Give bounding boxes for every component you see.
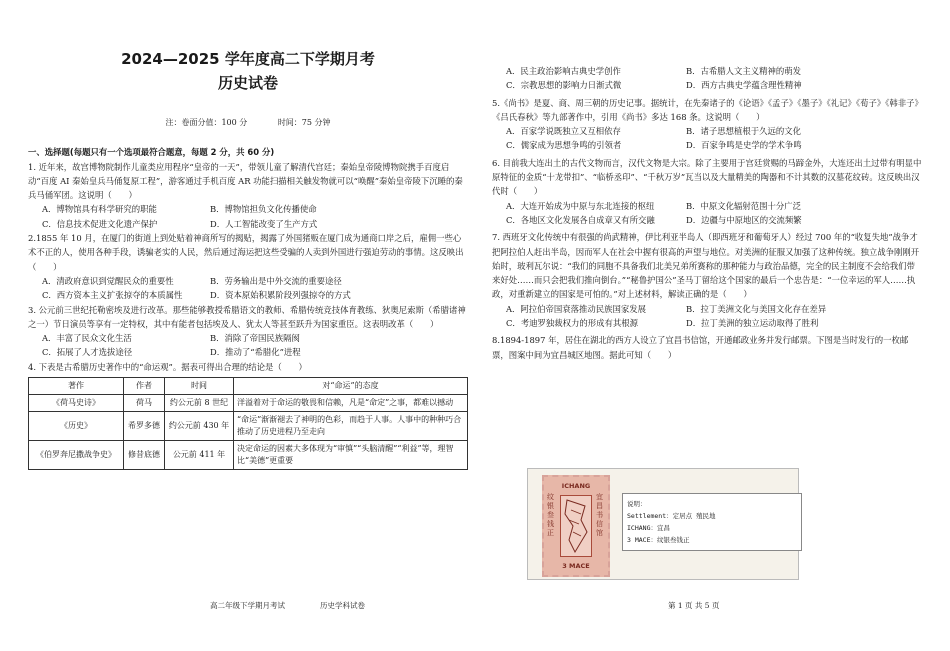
table-cell: 修昔底德 [124, 441, 165, 470]
q3-option-c[interactable]: C．拓展了人才选拔途径 [42, 347, 133, 358]
table-cell: 《伯罗奔尼撒战争史》 [29, 441, 124, 470]
q6-stem: 6. 目前我大连出土的古代文物而言，汉代文物是大宗。除了主要用于宫廷赏赐的马蹄金外，大连还出土过带有明显中原特征的金质“十龙带扣”、“临桥丞印”、“千秋万岁”瓦当以及大量精美的陶器和不计其数的汉墓花纹砖。这反映出汉代时（ ） [492, 157, 922, 197]
q4-table [28, 377, 468, 470]
legend-line-3: 3 MACE：纹银叁钱正 [627, 536, 690, 544]
exam-notes [28, 116, 468, 130]
legend-title: 说明： [627, 500, 647, 508]
question-6 [492, 156, 922, 227]
q3-option-b[interactable]: B．消除了帝国民族隔阂 [210, 333, 300, 344]
q6-options [492, 199, 922, 228]
exam-subtitle: 历史试卷 [217, 74, 278, 92]
table-row [29, 412, 468, 441]
table-cell: 希罗多德 [124, 412, 165, 441]
q1-option-b[interactable]: B．博物馆担负文化传播使命 [210, 204, 317, 215]
q7-option-d[interactable]: D．拉丁美洲的独立运动取得了胜利 [686, 318, 819, 329]
q5-option-b[interactable]: B．诸子思想植根于久远的文化 [686, 126, 802, 137]
q2-option-d[interactable]: D．资本原始积累阶段列强掠夺的方式 [210, 290, 351, 301]
q4-stem: 4. 下表是古希腊历史著作中的“命运观”。据表可得出合理的结论是（ ） [28, 361, 307, 372]
question-8 [492, 333, 922, 362]
q1-option-d[interactable]: D．人工智能改变了生产方式 [210, 218, 318, 229]
question-2 [28, 231, 468, 302]
q6-option-a[interactable]: A．大连开始成为中原与东北连接的枢纽 [506, 200, 655, 211]
q2-option-b[interactable]: B．劳务输出是中外交流的重要途径 [210, 275, 342, 286]
stamp-figure [527, 468, 799, 580]
q2-option-c[interactable]: C．西方资本主义扩张掠夺的本质属性 [42, 290, 183, 301]
question-5 [492, 96, 922, 153]
q7-stem: 7. 西班牙文化传统中有很强的尚武精神，伊比利亚半岛人（即西班牙和葡萄牙人）经过 700 年的“收复失地”战争才把阿拉伯人赶出半岛，因而军人在社会中握有很高的声望与地位。对美洲的征服又加强了这种传统。独立战争刚刚开始时，玻利瓦尔说：“我们的同胞不具备我们北美兄弟所赛称的那种能力与政治品德，完全的民主制度不会给我们带来好处……而只会把我们推向倒台。”“秘鲁护国公”圣马丁留给这个国家的最后一个忠告是：“一位幸运的军人……执政，对重新建立的国家是可怕的。”对上述材料，解读正确的是（ ） [492, 232, 920, 300]
q5-option-a[interactable]: A．百家学说既独立又互相依存 [506, 126, 621, 137]
q2-options [28, 274, 468, 303]
q3-option-a[interactable]: A．丰富了民众文化生活 [42, 333, 132, 344]
table-cell: 决定命运的因素大多体现为“审慎”“头脑清醒”“利益”等，理智比“美德”更重要 [234, 441, 468, 470]
q5-options [492, 124, 922, 153]
q5-option-c[interactable]: C．儒家成为思想争鸣的引领者 [506, 140, 622, 151]
q6-option-b[interactable]: B．中原文化辐射范围十分广泛 [686, 200, 802, 211]
right-column [492, 64, 922, 362]
table-cell: 荷马 [124, 395, 165, 412]
q1-option-c[interactable]: C．信息技术促进文化遗产保护 [42, 218, 158, 229]
table-cell: 《荷马史诗》 [29, 395, 124, 412]
table-header: 对“命运”的态度 [234, 378, 468, 395]
q4-option-a[interactable]: A．民主政治影响古典史学创作 [506, 66, 621, 76]
exam-title: 2024—2025 学年度高二下学期月考 [121, 50, 375, 68]
score-note: 注：卷面分值：100 分 [165, 118, 248, 127]
table-cell: 公元前 411 年 [165, 441, 234, 470]
q7-option-a[interactable]: A．阿拉伯帝国衰落推动民族国家发展 [506, 303, 647, 314]
table-cell: 《历史》 [29, 412, 124, 441]
q4-option-b[interactable]: B．古希腊人文主义精神的萌发 [686, 66, 802, 76]
table-row [29, 395, 468, 412]
table-cell: 约公元前 430 年 [165, 412, 234, 441]
q4-option-c[interactable]: C．宗教思想的影响力日渐式微 [506, 80, 622, 91]
q7-option-c[interactable]: C．考迪罗独裁权力的形成有其根源 [506, 318, 639, 329]
q3-options [28, 331, 468, 360]
q5-option-d[interactable]: D．百家争鸣是史学的学术争鸣 [686, 140, 802, 151]
table-cell: “命运”渐渐褪去了神明的色彩，而趋于人事。人事中的种种巧合推动了历史进程乃至走向 [234, 412, 468, 441]
q1-options [28, 202, 468, 231]
q7-options [492, 302, 922, 331]
stamp-left-text: 纹银叁钱正 [547, 493, 554, 537]
table-cell: 约公元前 8 世纪 [165, 395, 234, 412]
question-7 [492, 230, 922, 330]
q3-stem: 3. 公元前三世纪托勒密埃及进行改革。那些能够教授希腊语文的教师、希腊传统竞技体育教练、狄奥尼索斯（希腊诸神之一）节日演员等享有一定特权，其中有能者包括埃及人、犹太人等甚至跃升为国家重臣。这表明改革（ ） [28, 304, 466, 329]
stamp-legend [622, 493, 802, 551]
footer-left: 高二年级下学期月考试 [210, 601, 285, 610]
q1-option-a[interactable]: A．博物馆具有科学研究的职能 [42, 204, 157, 215]
q6-option-d[interactable]: D．边疆与中原地区的交流频繁 [686, 214, 802, 225]
q6-option-c[interactable]: C．各地区文化发展各自成章又有所交融 [506, 214, 655, 225]
q2-stem: 2.1855 年 10 月，在厦门的街道上到处贴着神商所写的揭贴，揭露了外国猪贩在厦门成为通商口岸之后，雇佣一些心术不正的人，使用各种手段，诱骗老实的人民，然后通过海运把这些受骗的人卖到外国进行强迫劳动的事情。这反映出（ ） [28, 233, 464, 272]
stamp-map-icon [560, 495, 592, 557]
table-row [29, 441, 468, 470]
section-heading: 一、选择题(每题只有一个选项最符合题意，每题 2 分，共 60 分) [28, 147, 275, 158]
q5-stem: 5.《尚书》是夏、商、周三朝的历史记事。据统计，在先秦诸子的《论语》《孟子》《墨子》《礼记》《荀子》《韩非子》《吕氏春秋》等九部著作中，引用《尚书》多达 168 条。这说明（ ） [492, 97, 919, 122]
table-header: 著作 [29, 378, 124, 395]
question-4 [28, 360, 468, 470]
q3-option-d[interactable]: D．推动了“希腊化”进程 [210, 347, 301, 358]
legend-line-1: Settlement：定居点 殖民地 [627, 512, 716, 520]
city-map-icon [561, 496, 591, 556]
q7-option-b[interactable]: B．拉丁美洲文化与美国文化存在差异 [686, 303, 827, 314]
time-note: 时间：75 分钟 [277, 118, 331, 127]
q4-option-d[interactable]: D．西方古典史学蕴含理性精神 [686, 80, 802, 91]
stamp-top-text: ICHANG [561, 482, 591, 490]
footer-page: 第 1 页 共 5 页 [668, 601, 720, 610]
q4-options [492, 64, 922, 93]
q1-stem: 1. 近年来，故宫博物院制作儿童类应用程序“皇帝的一天”，带领儿童了解清代宫廷；秦始皇帝陵博物院携手百度启动“百度 AI 秦始皇兵马俑复原工程”，游客通过手机百度 AR 功能扫描相关触发物就可以“唤醒”秦始皇帝陵下沉睡的秦兵马俑军团。这说明（ ） [28, 161, 463, 201]
question-1 [28, 160, 468, 231]
ichang-stamp-image [542, 475, 610, 577]
question-3 [28, 303, 468, 360]
q8-stem: 8.1894-1897 年，居住在湖北的西方人设立了宜昌书信馆，开通邮政业务并发行邮票。下图是当时发行的一枚邮票，图案中间为宜昌城区地图。据此可知（ ） [492, 335, 909, 360]
table-header: 时间 [165, 378, 234, 395]
footer-middle: 历史学科试卷 [320, 601, 365, 610]
legend-line-2: ICHANG：宜昌 [627, 524, 670, 532]
stamp-right-text: 宜昌书信馆 [596, 493, 603, 537]
stamp-bottom-text: 3 MACE [562, 562, 590, 570]
left-column [28, 0, 468, 470]
table-header: 作者 [124, 378, 165, 395]
table-header-row [29, 378, 468, 395]
q2-option-a[interactable]: A．清政府意识到觉醒民众的重要性 [42, 275, 174, 286]
table-cell: 洋溢着对于命运的敬畏和信赖，凡是“命定”之事，都难以撼动 [234, 395, 468, 412]
